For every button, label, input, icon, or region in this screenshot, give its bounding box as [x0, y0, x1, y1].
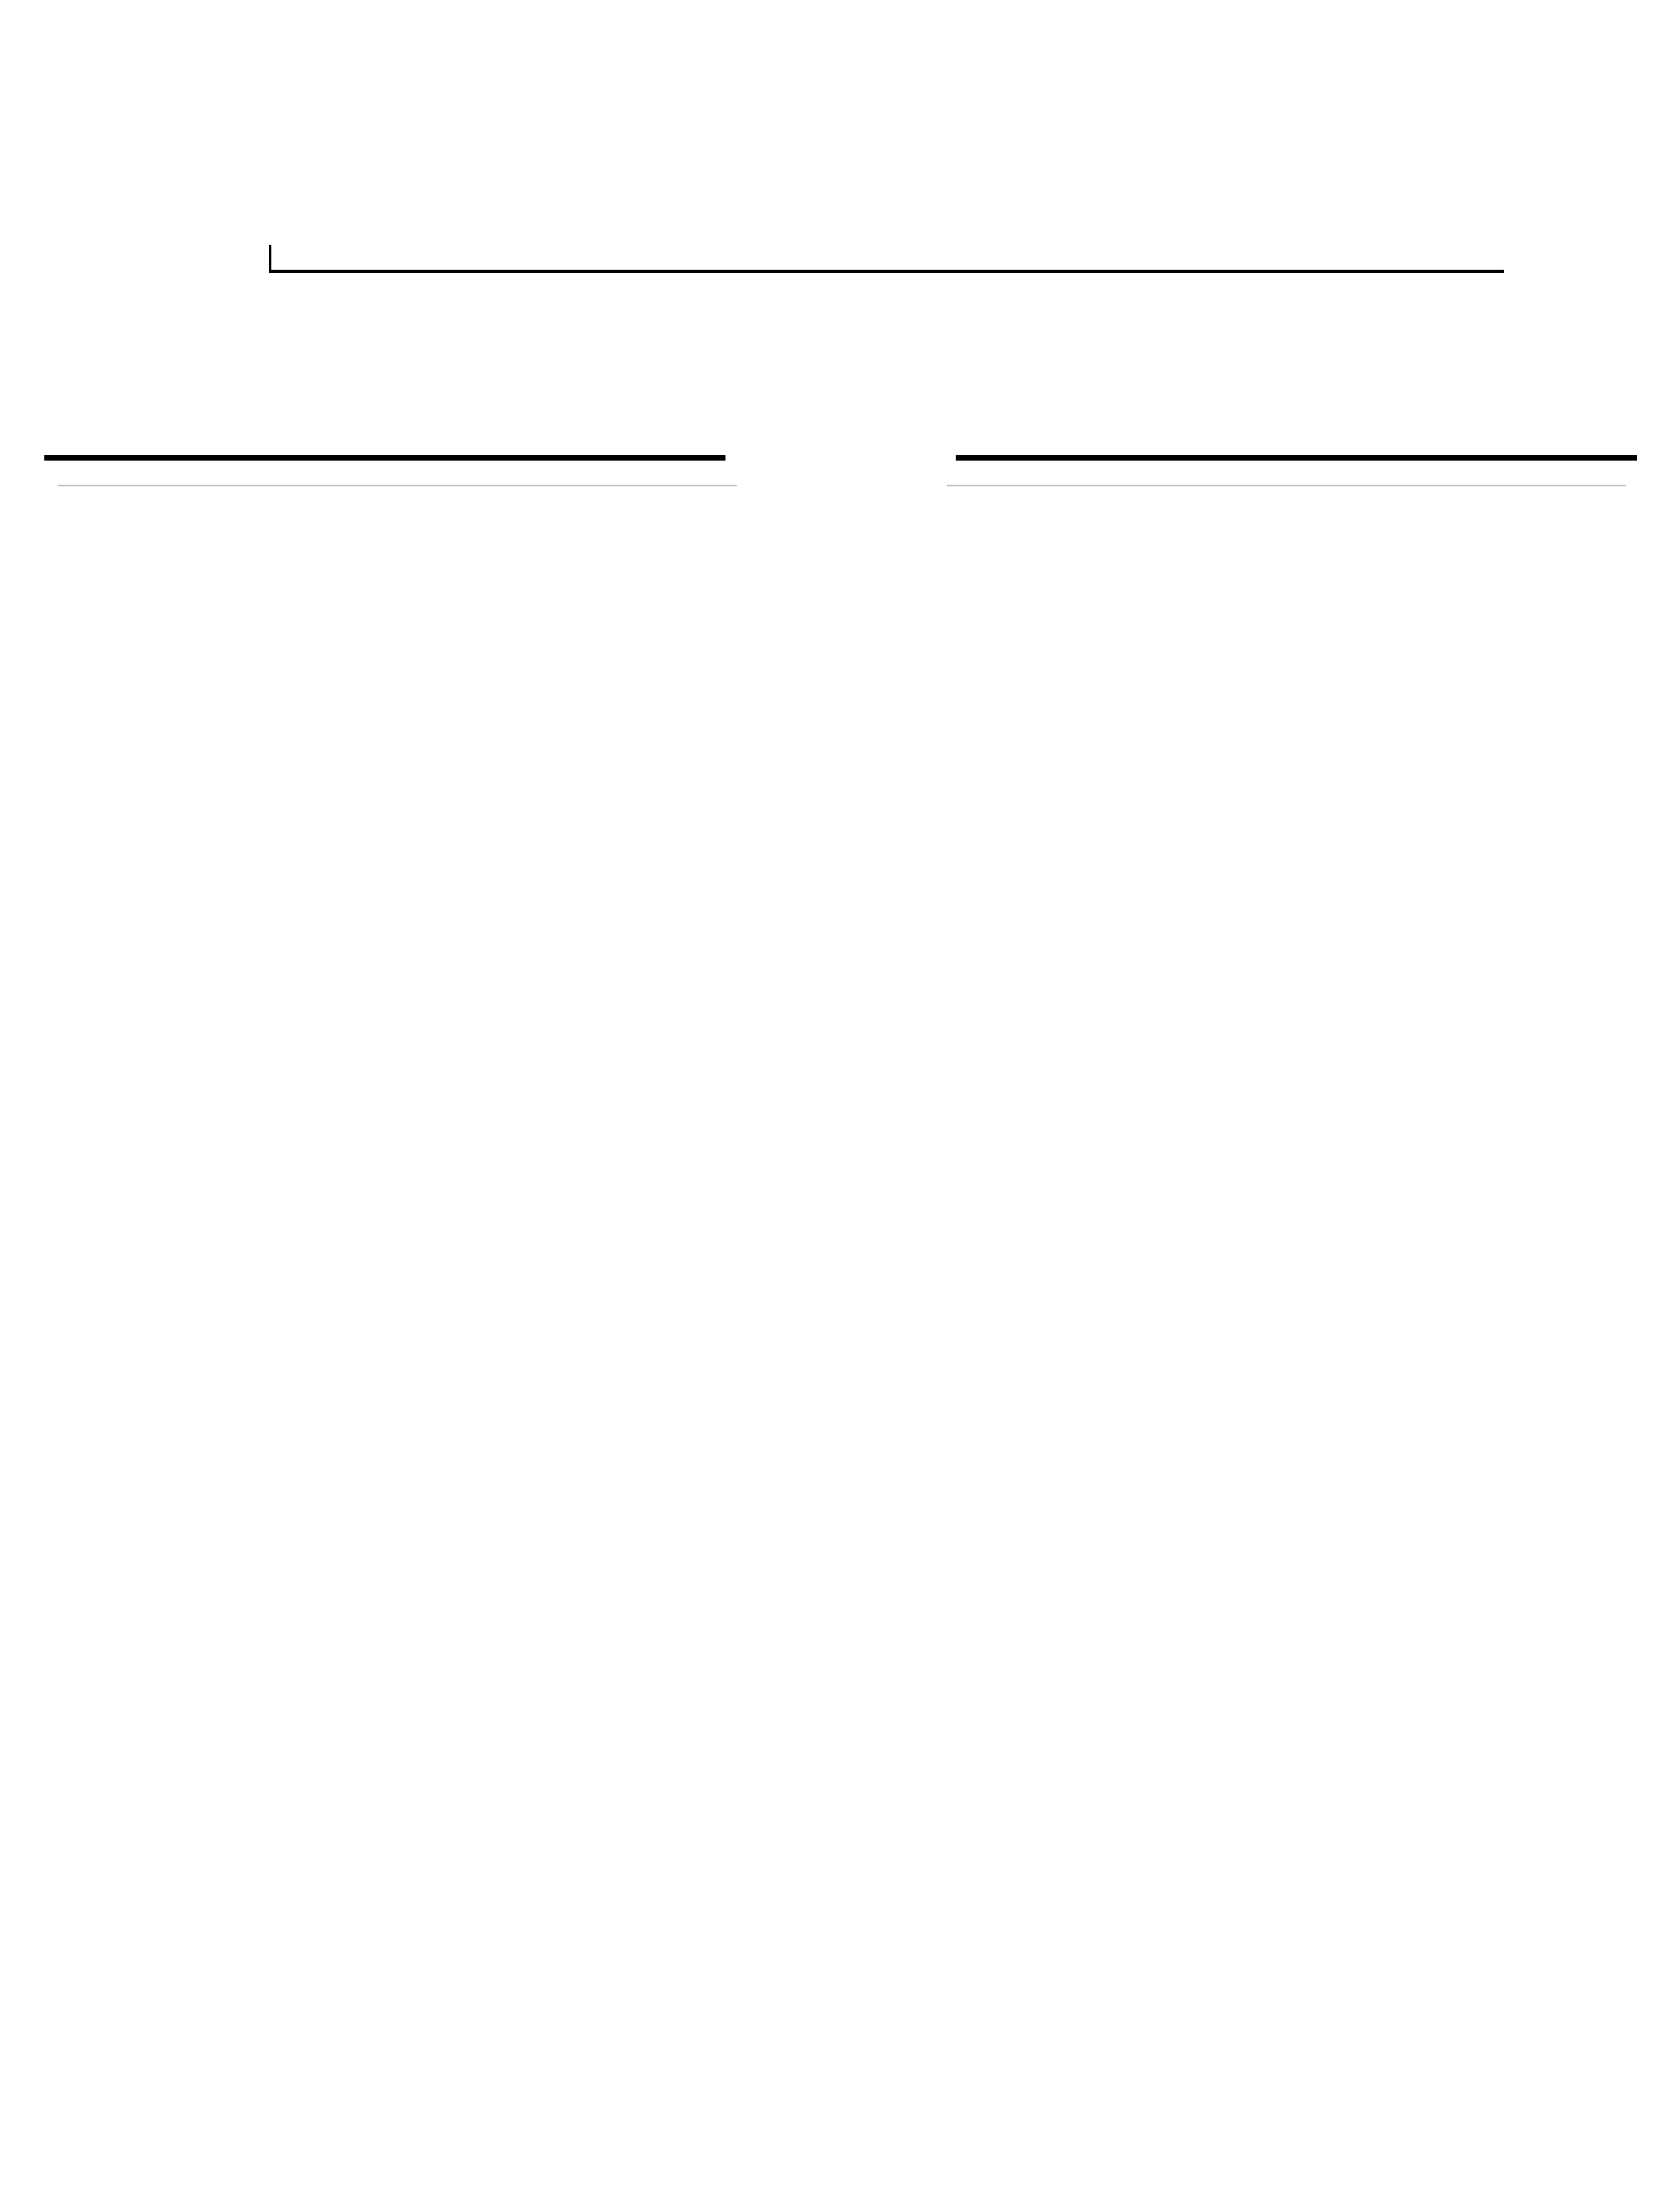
section-headers — [44, 440, 1678, 461]
mirrored-charts — [58, 485, 1678, 546]
section-header-right — [956, 440, 1637, 461]
legend — [0, 127, 1678, 171]
yes-no-chart — [0, 245, 1678, 320]
top-chart-plot — [269, 245, 1504, 273]
legend-item-navy — [81, 127, 789, 171]
legend-swatch-teal — [916, 134, 953, 171]
legend-swatch-navy — [81, 134, 118, 171]
right-chart-axis — [947, 498, 1626, 546]
legend-item-teal — [916, 127, 989, 171]
left-chart-plot — [58, 485, 737, 486]
axis-spacer — [737, 486, 947, 546]
right-chart-plot — [947, 485, 1626, 486]
top-chart-ticks — [269, 283, 1504, 320]
left-chart-axis — [58, 498, 737, 546]
section-header-left — [44, 440, 725, 461]
